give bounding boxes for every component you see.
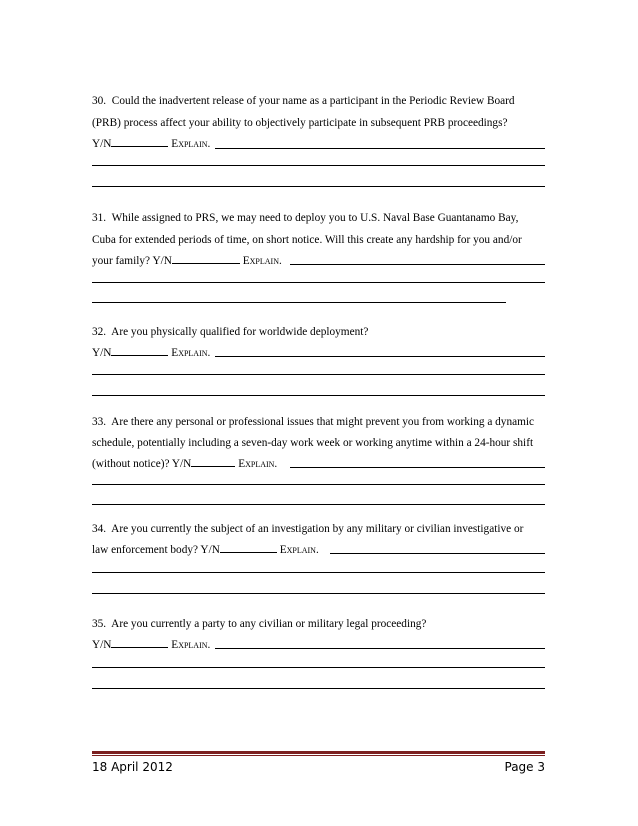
explain-field[interactable] — [215, 356, 545, 357]
answer-rule[interactable] — [92, 688, 545, 689]
footer-date: 18 April 2012 — [92, 760, 173, 774]
footer-page-number: Page 3 — [504, 760, 545, 774]
yn-field[interactable] — [220, 540, 277, 553]
question-text-line: 30. Could the inadvertent release of your name as a participant in the Periodic Review Board — [92, 95, 515, 107]
question-text-line: 32. Are you physically qualified for worldwide deployment? — [92, 326, 369, 338]
answer-rule[interactable] — [92, 572, 545, 573]
answer-line: law enforcement body? Y/N Explain. — [92, 540, 319, 560]
yn-field[interactable] — [111, 343, 168, 356]
question-text-line: 31. While assigned to PRS, we may need to deploy you to U.S. Naval Base Guantanamo Bay, — [92, 212, 519, 224]
question-text-line: (PRB) process affect your ability to objectively participate in subsequent PRB proceedings? — [92, 117, 508, 129]
answer-rule[interactable] — [92, 282, 545, 283]
question-text-line: Cuba for extended periods of time, on short notice. Will this create any hardship for you and/or — [92, 234, 522, 246]
answer-line: Y/N Explain. — [92, 134, 210, 154]
answer-rule[interactable] — [92, 504, 545, 505]
answer-rule[interactable] — [92, 593, 545, 594]
yn-field[interactable] — [191, 454, 235, 467]
explain-field[interactable] — [290, 467, 545, 468]
question-text-line: 33. Are there any personal or professional issues that might prevent you from working a dynamic — [92, 416, 535, 428]
answer-line: (without notice)? Y/N Explain. — [92, 454, 277, 474]
explain-field[interactable] — [215, 148, 545, 149]
yn-field[interactable] — [172, 251, 240, 264]
answer-rule[interactable] — [92, 374, 545, 375]
answer-line: Y/N Explain. — [92, 635, 210, 655]
answer-rule[interactable] — [92, 165, 545, 166]
answer-line: your family? Y/N Explain. — [92, 251, 282, 271]
explain-field[interactable] — [330, 553, 545, 554]
footer-rule-thick — [92, 751, 545, 754]
explain-field[interactable] — [290, 264, 545, 265]
answer-rule[interactable] — [92, 484, 545, 485]
answer-rule[interactable] — [92, 395, 545, 396]
yn-field[interactable] — [111, 134, 168, 147]
answer-line: Y/N Explain. — [92, 343, 210, 363]
question-text-line: schedule, potentially including a seven-day work week or working anytime within a 24-hour shift — [92, 437, 534, 449]
answer-rule[interactable] — [92, 302, 506, 303]
answer-rule[interactable] — [92, 186, 545, 187]
answer-rule[interactable] — [92, 667, 545, 668]
explain-field[interactable] — [215, 648, 545, 649]
footer-rule-thin — [92, 755, 545, 756]
question-text-line: 34. Are you currently the subject of an investigation by any military or civilian investigative or — [92, 523, 524, 535]
question-text-line: 35. Are you currently a party to any civilian or military legal proceeding? — [92, 618, 427, 630]
yn-field[interactable] — [111, 635, 168, 648]
